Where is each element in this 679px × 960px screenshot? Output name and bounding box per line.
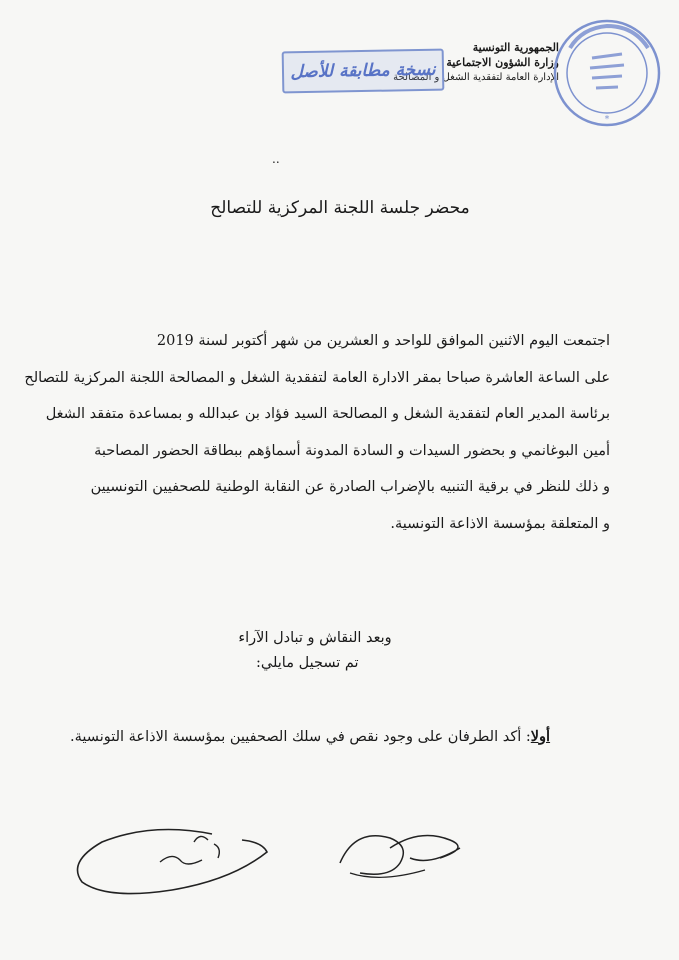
body-line: على الساعة العاشرة صباحا بمقر الادارة العامة لتفقدية الشغل و المصالحة اللجنة المركزية للتصالح bbox=[24, 369, 610, 386]
body-line: أمين البوغانمي و بحضور السيدات و السادة المدونة أسماؤهم ببطاقة الحضور المصاحبة bbox=[94, 442, 610, 459]
certified-copy-stamp: نسخة مطابقة للأصل bbox=[282, 49, 445, 94]
body-paragraph bbox=[24, 323, 610, 542]
body-line: برئاسة المدير العام لتفقدية الشغل و المصالحة السيد فؤاد بن عبدالله و بمساعدة متفقد الشغل bbox=[45, 406, 610, 422]
signature-left bbox=[62, 812, 272, 902]
letterhead-ministry: وزارة الشؤون الاجتماعية bbox=[446, 56, 559, 69]
body-line: اجتمعت اليوم الاثنين الموافق للواحد و العشرين من شهر أكتوبر لسنة 2019 bbox=[156, 333, 610, 349]
document-title: محضر جلسة اللجنة المركزية للتصالح bbox=[210, 198, 470, 218]
first-point-text: : أكد الطرفان على وجود نقص في سلك الصحفيين بمؤسسة الاذاعة التونسية. bbox=[70, 729, 531, 745]
recorded-line: تم تسجيل مايلي: bbox=[256, 655, 359, 671]
discussion-block bbox=[200, 626, 430, 676]
letterhead-directorate: الإدارة العامة لتفقدية الشغل و المصالحة bbox=[393, 72, 559, 83]
first-point-label: أولا bbox=[530, 728, 551, 745]
svg-text:*: * bbox=[604, 115, 610, 125]
signature-right bbox=[330, 818, 480, 888]
discussion-line: وبعد النقاش و تبادل الآراء bbox=[238, 630, 392, 646]
first-point bbox=[70, 728, 610, 745]
letterhead-republic: الجمهورية التونسية bbox=[472, 41, 559, 54]
official-seal bbox=[552, 18, 662, 128]
body-line: و المتعلقة بمؤسسة الاذاعة التونسية. bbox=[390, 515, 610, 532]
body-line: و ذلك للنظر في برقية التنبيه بالإضراب الصادرة عن النقابة الوطنية للصحفيين التونسيين bbox=[90, 479, 610, 495]
decorative-dots: .. bbox=[272, 152, 280, 166]
